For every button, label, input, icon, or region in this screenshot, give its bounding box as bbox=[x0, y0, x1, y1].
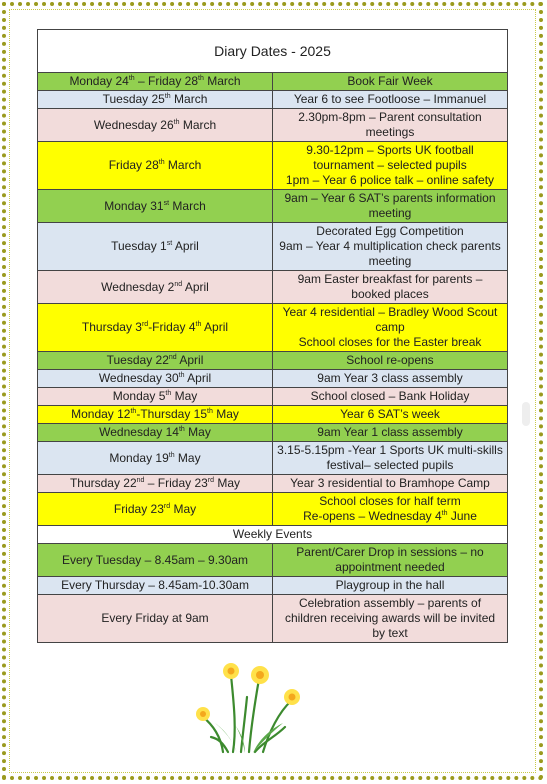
daffodil-flower bbox=[223, 663, 239, 679]
table-row bbox=[38, 424, 508, 442]
weekly-heading-row bbox=[38, 526, 508, 544]
date-cell: Tuesday 25th March bbox=[38, 91, 273, 109]
table-row bbox=[38, 475, 508, 493]
diary-table bbox=[37, 29, 508, 643]
table-row bbox=[38, 406, 508, 424]
event-cell: 9am Easter breakfast for parents – booked places bbox=[273, 271, 508, 304]
date-cell: Tuesday 22nd April bbox=[38, 352, 273, 370]
table-row bbox=[38, 577, 508, 595]
event-cell: 9am Year 3 class assembly bbox=[273, 370, 508, 388]
date-cell: Monday 12th-Thursday 15th May bbox=[38, 406, 273, 424]
table-row bbox=[38, 91, 508, 109]
diary-sheet bbox=[37, 29, 508, 643]
event-cell: School closed – Bank Holiday bbox=[273, 388, 508, 406]
date-cell: Friday 28th March bbox=[38, 142, 273, 190]
table-row bbox=[38, 352, 508, 370]
date-cell: Every Thursday – 8.45am-10.30am bbox=[38, 577, 273, 595]
date-cell: Friday 23rd May bbox=[38, 493, 273, 526]
daffodil-flower bbox=[284, 689, 300, 705]
table-row bbox=[38, 370, 508, 388]
event-cell: Year 4 residential – Bradley Wood Scout camp School closes for the Easter break bbox=[273, 304, 508, 352]
event-cell: Playgroup in the hall bbox=[273, 577, 508, 595]
event-cell: School closes for half term Re-opens – Wednesday 4th June bbox=[273, 493, 508, 526]
event-cell: Year 6 SAT’s week bbox=[273, 406, 508, 424]
table-row bbox=[38, 493, 508, 526]
event-cell: 9am – Year 6 SAT’s parents information meeting bbox=[273, 190, 508, 223]
table-row bbox=[38, 142, 508, 190]
table-row bbox=[38, 388, 508, 406]
weekly-heading: Weekly Events bbox=[38, 526, 508, 544]
event-cell: 9am Year 1 class assembly bbox=[273, 424, 508, 442]
date-cell: Monday 31st March bbox=[38, 190, 273, 223]
date-cell: Wednesday 14th May bbox=[38, 424, 273, 442]
page-title: Diary Dates - 2025 bbox=[38, 30, 508, 73]
date-cell: Monday 19th May bbox=[38, 442, 273, 475]
table-row bbox=[38, 544, 508, 577]
date-cell: Wednesday 26th March bbox=[38, 109, 273, 142]
event-cell: 9.30-12pm – Sports UK football tournament – selected pupils 1pm – Year 6 police talk – online safety bbox=[273, 142, 508, 190]
event-cell: Year 3 residential to Bramhope Camp bbox=[273, 475, 508, 493]
event-cell: 2.30pm-8pm – Parent consultation meetings bbox=[273, 109, 508, 142]
table-row bbox=[38, 190, 508, 223]
event-cell: Decorated Egg Competition 9am – Year 4 multiplication check parents meeting bbox=[273, 223, 508, 271]
date-cell: Wednesday 2nd April bbox=[38, 271, 273, 304]
event-cell: Book Fair Week bbox=[273, 73, 508, 91]
table-row bbox=[38, 73, 508, 91]
event-cell: Parent/Carer Drop in sessions – no appointment needed bbox=[273, 544, 508, 577]
date-cell: Tuesday 1st April bbox=[38, 223, 273, 271]
table-row bbox=[38, 595, 508, 643]
table-row bbox=[38, 223, 508, 271]
daffodil-flower bbox=[196, 707, 210, 721]
event-cell: 3.15-5.15pm -Year 1 Sports UK multi-skills festival– selected pupils bbox=[273, 442, 508, 475]
daffodil-illustration bbox=[193, 657, 308, 757]
date-cell: Every Tuesday – 8.45am – 9.30am bbox=[38, 544, 273, 577]
date-cell: Monday 5th May bbox=[38, 388, 273, 406]
table-row bbox=[38, 109, 508, 142]
date-cell: Every Friday at 9am bbox=[38, 595, 273, 643]
table-row bbox=[38, 271, 508, 304]
margin-mark bbox=[522, 402, 530, 426]
table-row bbox=[38, 304, 508, 352]
date-cell: Thursday 3rd-Friday 4th April bbox=[38, 304, 273, 352]
event-cell: School re-opens bbox=[273, 352, 508, 370]
title-row bbox=[38, 30, 508, 73]
event-cell: Celebration assembly – parents of children receiving awards will be invited by text bbox=[273, 595, 508, 643]
date-cell: Thursday 22nd – Friday 23rd May bbox=[38, 475, 273, 493]
daffodil-flower bbox=[251, 666, 269, 684]
table-row bbox=[38, 442, 508, 475]
date-cell: Monday 24th – Friday 28th March bbox=[38, 73, 273, 91]
event-cell: Year 6 to see Footloose – Immanuel bbox=[273, 91, 508, 109]
date-cell: Wednesday 30th April bbox=[38, 370, 273, 388]
